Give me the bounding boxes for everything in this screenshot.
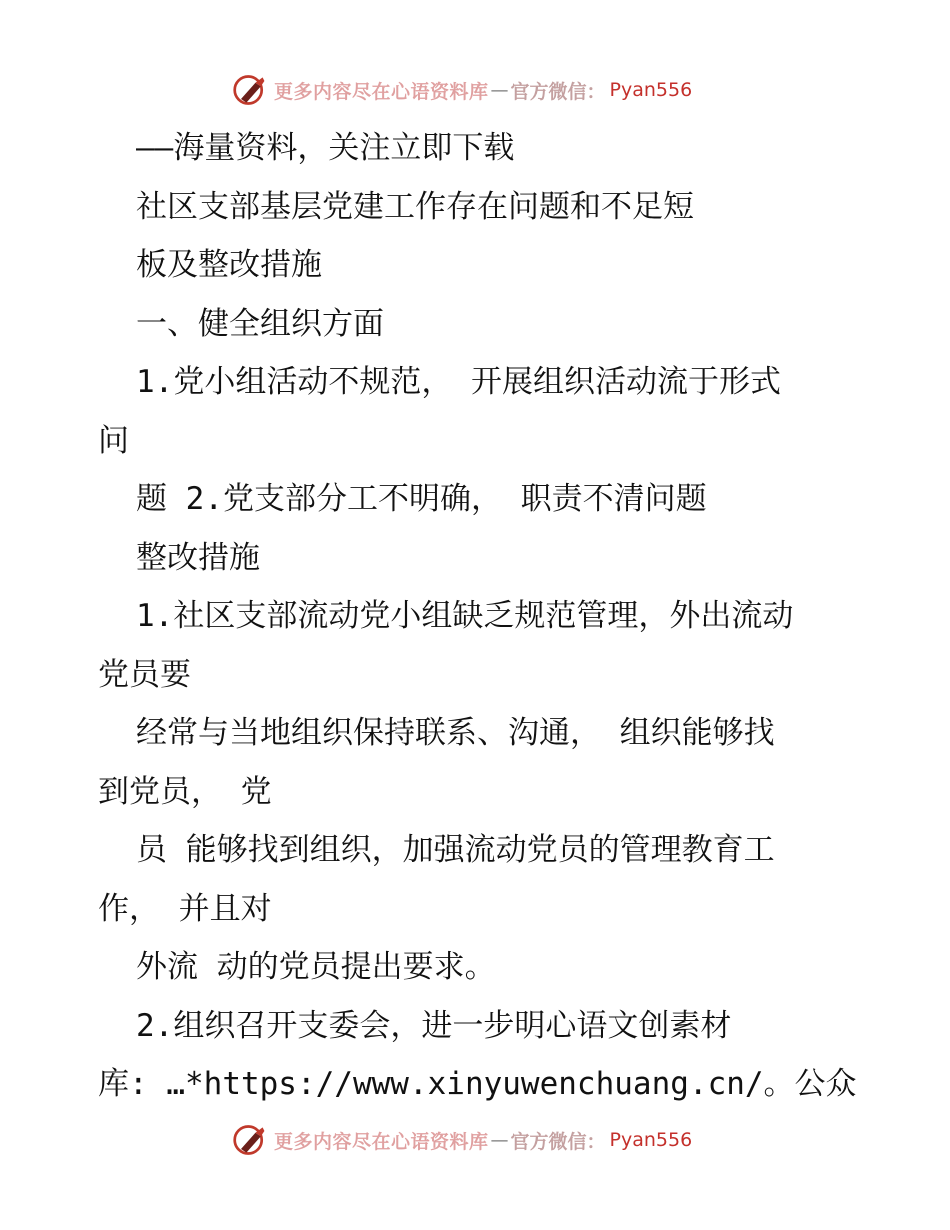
header-banner <box>232 70 692 110</box>
wechat-label: 官方微信： <box>510 1130 606 1153</box>
footer-banner <box>232 1120 692 1160</box>
text-line: 1.党小组活动不规范， 开展组织活动流于形式 <box>136 364 781 400</box>
text-line: 外流 动的党员提出要求。 <box>136 949 496 985</box>
text-line: 1.社区支部流动党小组缺乏规范管理，外出流动 <box>136 598 794 634</box>
text-line: 库: …*https://www.xinyuwenchuang.cn/。公众 <box>98 1066 857 1102</box>
banner-text: 更多内容尽在心语资料库 <box>274 1130 489 1153</box>
banner-separator: — <box>490 79 509 101</box>
text-line: 到党员， 党 <box>98 773 272 810</box>
document-body <box>98 119 858 1114</box>
text-line: 整改措施 <box>136 539 260 576</box>
banner-text: 更多内容尽在心语资料库 <box>274 80 489 103</box>
banner-separator: — <box>490 1129 509 1151</box>
pen-nib-logo-icon <box>232 72 268 108</box>
text-line: 题 2.党支部分工不明确， 职责不清问题 <box>136 481 707 517</box>
text-line: 经常与当地组织保持联系、沟通， 组织能够找 <box>136 715 775 751</box>
wechat-id: Pyan556 <box>609 1129 693 1151</box>
text-line: 板及整改措施 <box>136 247 322 283</box>
text-line: 问 <box>98 422 129 459</box>
wechat-id: Pyan556 <box>609 79 693 101</box>
text-line: ——海量资料，关注立即下载 <box>136 130 515 166</box>
text-line: 员 能够找到组织，加强流动党员的管理教育工 <box>136 832 775 868</box>
text-line: 作， 并且对 <box>98 890 272 927</box>
text-line: 党员要 <box>98 656 191 693</box>
text-line: 一、健全组织方面 <box>136 305 384 342</box>
text-line: 社区支部基层党建工作存在问题和不足短 <box>136 188 694 225</box>
wechat-label: 官方微信： <box>510 80 606 103</box>
pen-nib-logo-icon <box>232 1122 268 1158</box>
text-line: 2.组织召开支委会，进一步明心语文创素材 <box>136 1007 732 1044</box>
